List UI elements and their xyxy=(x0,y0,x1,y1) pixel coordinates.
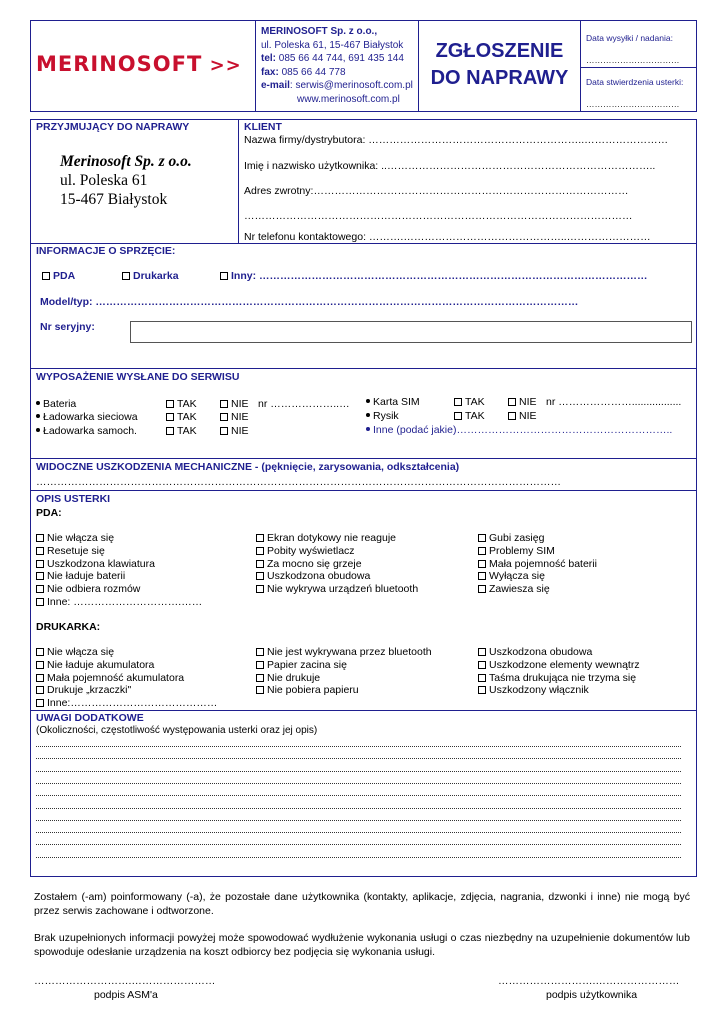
fault-checkbox-item[interactable]: Inne:…………………………………… xyxy=(36,697,217,710)
charger-item: Ładowarka sieciowa xyxy=(36,411,138,423)
client-person-field[interactable]: Imię i nazwisko użytkownika: ..………………………………………………………………….. xyxy=(244,160,656,172)
client-address-field-2[interactable]: ………………………………………………………………………………………………… xyxy=(244,210,633,222)
checkbox-icon[interactable] xyxy=(36,648,44,656)
checkbox-icon[interactable] xyxy=(36,585,44,593)
checkbox-icon[interactable] xyxy=(478,648,486,656)
fault-checkbox-item[interactable]: Mała pojemność akumulatora xyxy=(36,672,217,685)
fault-checkbox-item[interactable]: Nie odbiera rozmów xyxy=(36,583,202,596)
checkbox-icon[interactable] xyxy=(256,661,264,669)
fault-checkbox-item[interactable]: Uszkodzona obudowa xyxy=(478,646,640,659)
warning-text: Brak uzupełnionych informacji powyżej może spowodować wydłużenie wykonania usługi o czas niezbędny na uzupełnienie dokumentów lub spowoduje odesłanie urządzenia na koszt odbiorcy bez podjęcia się wykonania usługi. xyxy=(34,932,690,958)
user-signature-line[interactable]: ……………………….…………………… xyxy=(498,975,680,987)
printer-faults-col3 xyxy=(478,646,640,697)
printer-checkbox[interactable]: Drukarka xyxy=(122,270,179,282)
car-charger-nie[interactable]: NIE xyxy=(220,425,249,437)
notes-line[interactable] xyxy=(36,746,681,747)
notes-line[interactable] xyxy=(36,832,681,833)
fault-checkbox-item[interactable]: Nie jest wykrywana przez bluetooth xyxy=(256,646,432,659)
client-heading: KLIENT xyxy=(244,121,282,133)
checkbox-icon[interactable] xyxy=(36,534,44,542)
client-firm-field[interactable]: Nazwa firmy/dystrybutora: ……………………………………………………..…………………… xyxy=(244,134,669,146)
printer-faults-col2 xyxy=(256,646,432,697)
fault-checkbox-item[interactable]: Taśma drukująca nie trzyma się xyxy=(478,672,640,685)
notes-line[interactable] xyxy=(36,795,681,796)
pda-checkbox[interactable]: PDA xyxy=(42,270,75,282)
battery-tak[interactable]: TAK xyxy=(166,398,197,410)
sim-tak[interactable]: TAK xyxy=(454,396,485,408)
checkbox-icon[interactable] xyxy=(36,572,44,580)
consent-text: Zostałem (-am) poinformowany (-a), że pozostałe dane użytkownika (kontakty, aplikacje, zdjęcia, nagrania, dzwonki i inne) nie mogą być przez serwis zachowane i odtworzone. xyxy=(34,891,690,917)
stylus-nie[interactable]: NIE xyxy=(508,410,537,422)
client-phone-field[interactable]: Nr telefonu kontaktowego: ……….………………………………………..…………………… xyxy=(244,231,651,243)
document-title: ZGŁOSZENIE DO NAPRAWY xyxy=(430,40,569,89)
other-device-checkbox[interactable]: Inny: ………………………………………………………………………………………………… xyxy=(220,270,648,282)
fault-checkbox-item[interactable]: Nie drukuje xyxy=(256,672,432,685)
fault-checkbox-item[interactable]: Nie włącza się xyxy=(36,646,217,659)
sim-nie[interactable]: NIE xyxy=(508,396,537,408)
equipment-heading: INFORMACJE O SPRZĘCIE: xyxy=(36,245,176,257)
battery-nie[interactable]: NIE xyxy=(220,398,249,410)
checkbox-icon[interactable] xyxy=(36,598,44,606)
fault-checkbox-item[interactable]: Uszkodzony włącznik xyxy=(478,684,640,697)
checkbox-icon[interactable] xyxy=(478,534,486,542)
fault-checkbox-item[interactable]: Papier zacina się xyxy=(256,659,432,672)
fault-checkbox-item[interactable]: Wyłącza się xyxy=(478,570,597,583)
user-signature-label: podpis użytkownika xyxy=(546,989,638,1001)
checkbox-icon[interactable] xyxy=(36,674,44,682)
fault-checkbox-item[interactable]: Nie pobiera papieru xyxy=(256,684,432,697)
checkbox-icon[interactable] xyxy=(478,572,486,580)
checkbox-icon[interactable] xyxy=(478,547,486,555)
checkbox-icon[interactable] xyxy=(256,547,264,555)
damage-heading: WIDOCZNE USZKODZENIA MECHANICZNE - (pęknięcie, zarysowania, odkształcenia) xyxy=(36,461,460,473)
fault-checkbox-item[interactable]: Gubi zasięg xyxy=(478,532,597,545)
stylus-item: Rysik xyxy=(366,410,399,422)
pda-faults-col1 xyxy=(36,532,202,609)
fault-checkbox-item[interactable]: Inne: ………………………….…… xyxy=(36,596,202,609)
printer-faults-label: DRUKARKA: xyxy=(36,621,101,633)
fault-checkbox-item[interactable]: Za mocno się grzeje xyxy=(256,558,418,571)
fault-checkbox-item[interactable]: Pobity wyświetlacz xyxy=(256,545,418,558)
sim-nr[interactable]: nr …………………................. xyxy=(546,396,682,408)
checkbox-icon[interactable] xyxy=(478,560,486,568)
stylus-tak[interactable]: TAK xyxy=(454,410,485,422)
checkbox-icon[interactable] xyxy=(256,572,264,580)
company-address: MERINOSOFT Sp. z o.o., ul. Poleska 61, 15-467 Białystok tel: 085 66 44 744, 691 435 144 fax: 085 66 44 778 e-mail: serwis@merinosoft.com.pl www.merinosoft.com.pl xyxy=(261,26,413,105)
fault-checkbox-item[interactable]: Nie wykrywa urządzeń bluetooth xyxy=(256,583,418,596)
merinosoft-logo: MERINOSOFT >> xyxy=(36,52,242,76)
notes-line[interactable] xyxy=(36,820,681,821)
fault-checkbox-item[interactable]: Zawiesza się xyxy=(478,583,597,596)
checkbox-icon[interactable] xyxy=(256,648,264,656)
notes-heading: UWAGI DODATKOWE xyxy=(36,712,144,724)
other-accessory-field[interactable]: Inne (podać jakie)…………………………………………………….. xyxy=(366,424,672,436)
checkbox-icon[interactable] xyxy=(36,686,44,694)
pda-faults-col2 xyxy=(256,532,418,596)
fault-checkbox-item[interactable]: Nie ładuje baterii xyxy=(36,570,202,583)
car-charger-tak[interactable]: TAK xyxy=(166,425,197,437)
checkbox-icon[interactable] xyxy=(256,560,264,568)
date-send-label: Data wysyłki / nadania: xyxy=(586,33,673,43)
notes-line[interactable] xyxy=(36,758,681,759)
accessories-heading: WYPOSAŻENIE WYSŁANE DO SERWISU xyxy=(36,371,240,383)
printer-faults-col1 xyxy=(36,646,217,710)
serial-label: Nr seryjny: xyxy=(40,321,95,333)
pda-faults-col3 xyxy=(478,532,597,596)
asm-signature-label: podpis ASM'a xyxy=(94,989,158,1001)
fault-checkbox-item[interactable]: Mała pojemność baterii xyxy=(478,558,597,571)
checkbox-icon[interactable] xyxy=(256,534,264,542)
checkbox-icon[interactable] xyxy=(478,585,486,593)
notes-line[interactable] xyxy=(36,808,681,809)
fault-heading: OPIS USTERKI xyxy=(36,493,111,505)
checkbox-icon[interactable] xyxy=(256,686,264,694)
notes-line[interactable] xyxy=(36,783,681,784)
checkbox-icon[interactable] xyxy=(478,661,486,669)
checkbox-icon[interactable] xyxy=(36,547,44,555)
fault-checkbox-item[interactable]: Uszkodzone elementy wewnątrz xyxy=(478,659,640,672)
damage-field[interactable]: …………………………………………………………………………………………………………………………………… xyxy=(36,476,561,488)
checkbox-icon[interactable] xyxy=(36,699,44,707)
notes-line[interactable] xyxy=(36,844,681,845)
checkbox-icon[interactable] xyxy=(478,674,486,682)
client-address-field[interactable]: Adres zwrotny:……………………………………………………………………………… xyxy=(244,185,629,197)
notes-line[interactable] xyxy=(36,771,681,772)
pda-faults-label: PDA: xyxy=(36,507,62,519)
date-send-value[interactable]: …………………………… xyxy=(586,55,680,65)
receiver-heading: PRZYJMUJĄCY DO NAPRAWY xyxy=(36,121,190,133)
fault-checkbox-item[interactable]: Problemy SIM xyxy=(478,545,597,558)
sim-item: Karta SIM xyxy=(366,396,420,408)
fault-checkbox-item[interactable]: Nie włącza się xyxy=(36,532,202,545)
fault-checkbox-item[interactable]: Ekran dotykowy nie reaguje xyxy=(256,532,418,545)
checkbox-icon[interactable] xyxy=(478,686,486,694)
fault-checkbox-item[interactable]: Uszkodzona klawiatura xyxy=(36,558,202,571)
receiver-address: Merinosoft Sp. z o.o. ul. Poleska 61 15-467 Białystok xyxy=(60,153,192,208)
charger-nie[interactable]: NIE xyxy=(220,411,249,423)
date-confirm-value[interactable]: …………………………… xyxy=(586,99,680,109)
notes-subheading: (Okoliczności, częstotliwość występowania usterki oraz jej opis) xyxy=(36,725,318,736)
asm-signature-line[interactable]: ……………………….…………………… xyxy=(34,975,216,987)
serial-input[interactable] xyxy=(130,321,692,343)
checkbox-icon[interactable] xyxy=(256,585,264,593)
fault-checkbox-item[interactable]: Uszkodzona obudowa xyxy=(256,570,418,583)
fault-checkbox-item[interactable]: Nie ładuje akumulatora xyxy=(36,659,217,672)
fault-checkbox-item[interactable]: Resetuje się xyxy=(36,545,202,558)
date-confirm-label: Data stwierdzenia usterki: xyxy=(586,77,684,87)
battery-item: Bateria xyxy=(36,398,76,410)
charger-tak[interactable]: TAK xyxy=(166,411,197,423)
checkbox-icon[interactable] xyxy=(36,560,44,568)
model-field[interactable]: Model/typ: ………………………………………………………………………………………………………………………… xyxy=(40,296,579,308)
checkbox-icon[interactable] xyxy=(256,674,264,682)
checkbox-icon[interactable] xyxy=(36,661,44,669)
notes-line[interactable] xyxy=(36,857,681,858)
fault-checkbox-item[interactable]: Drukuje „krzaczki" xyxy=(36,684,217,697)
battery-nr[interactable]: nr ………………..… xyxy=(258,398,350,410)
car-charger-item: Ładowarka samoch. xyxy=(36,425,137,437)
